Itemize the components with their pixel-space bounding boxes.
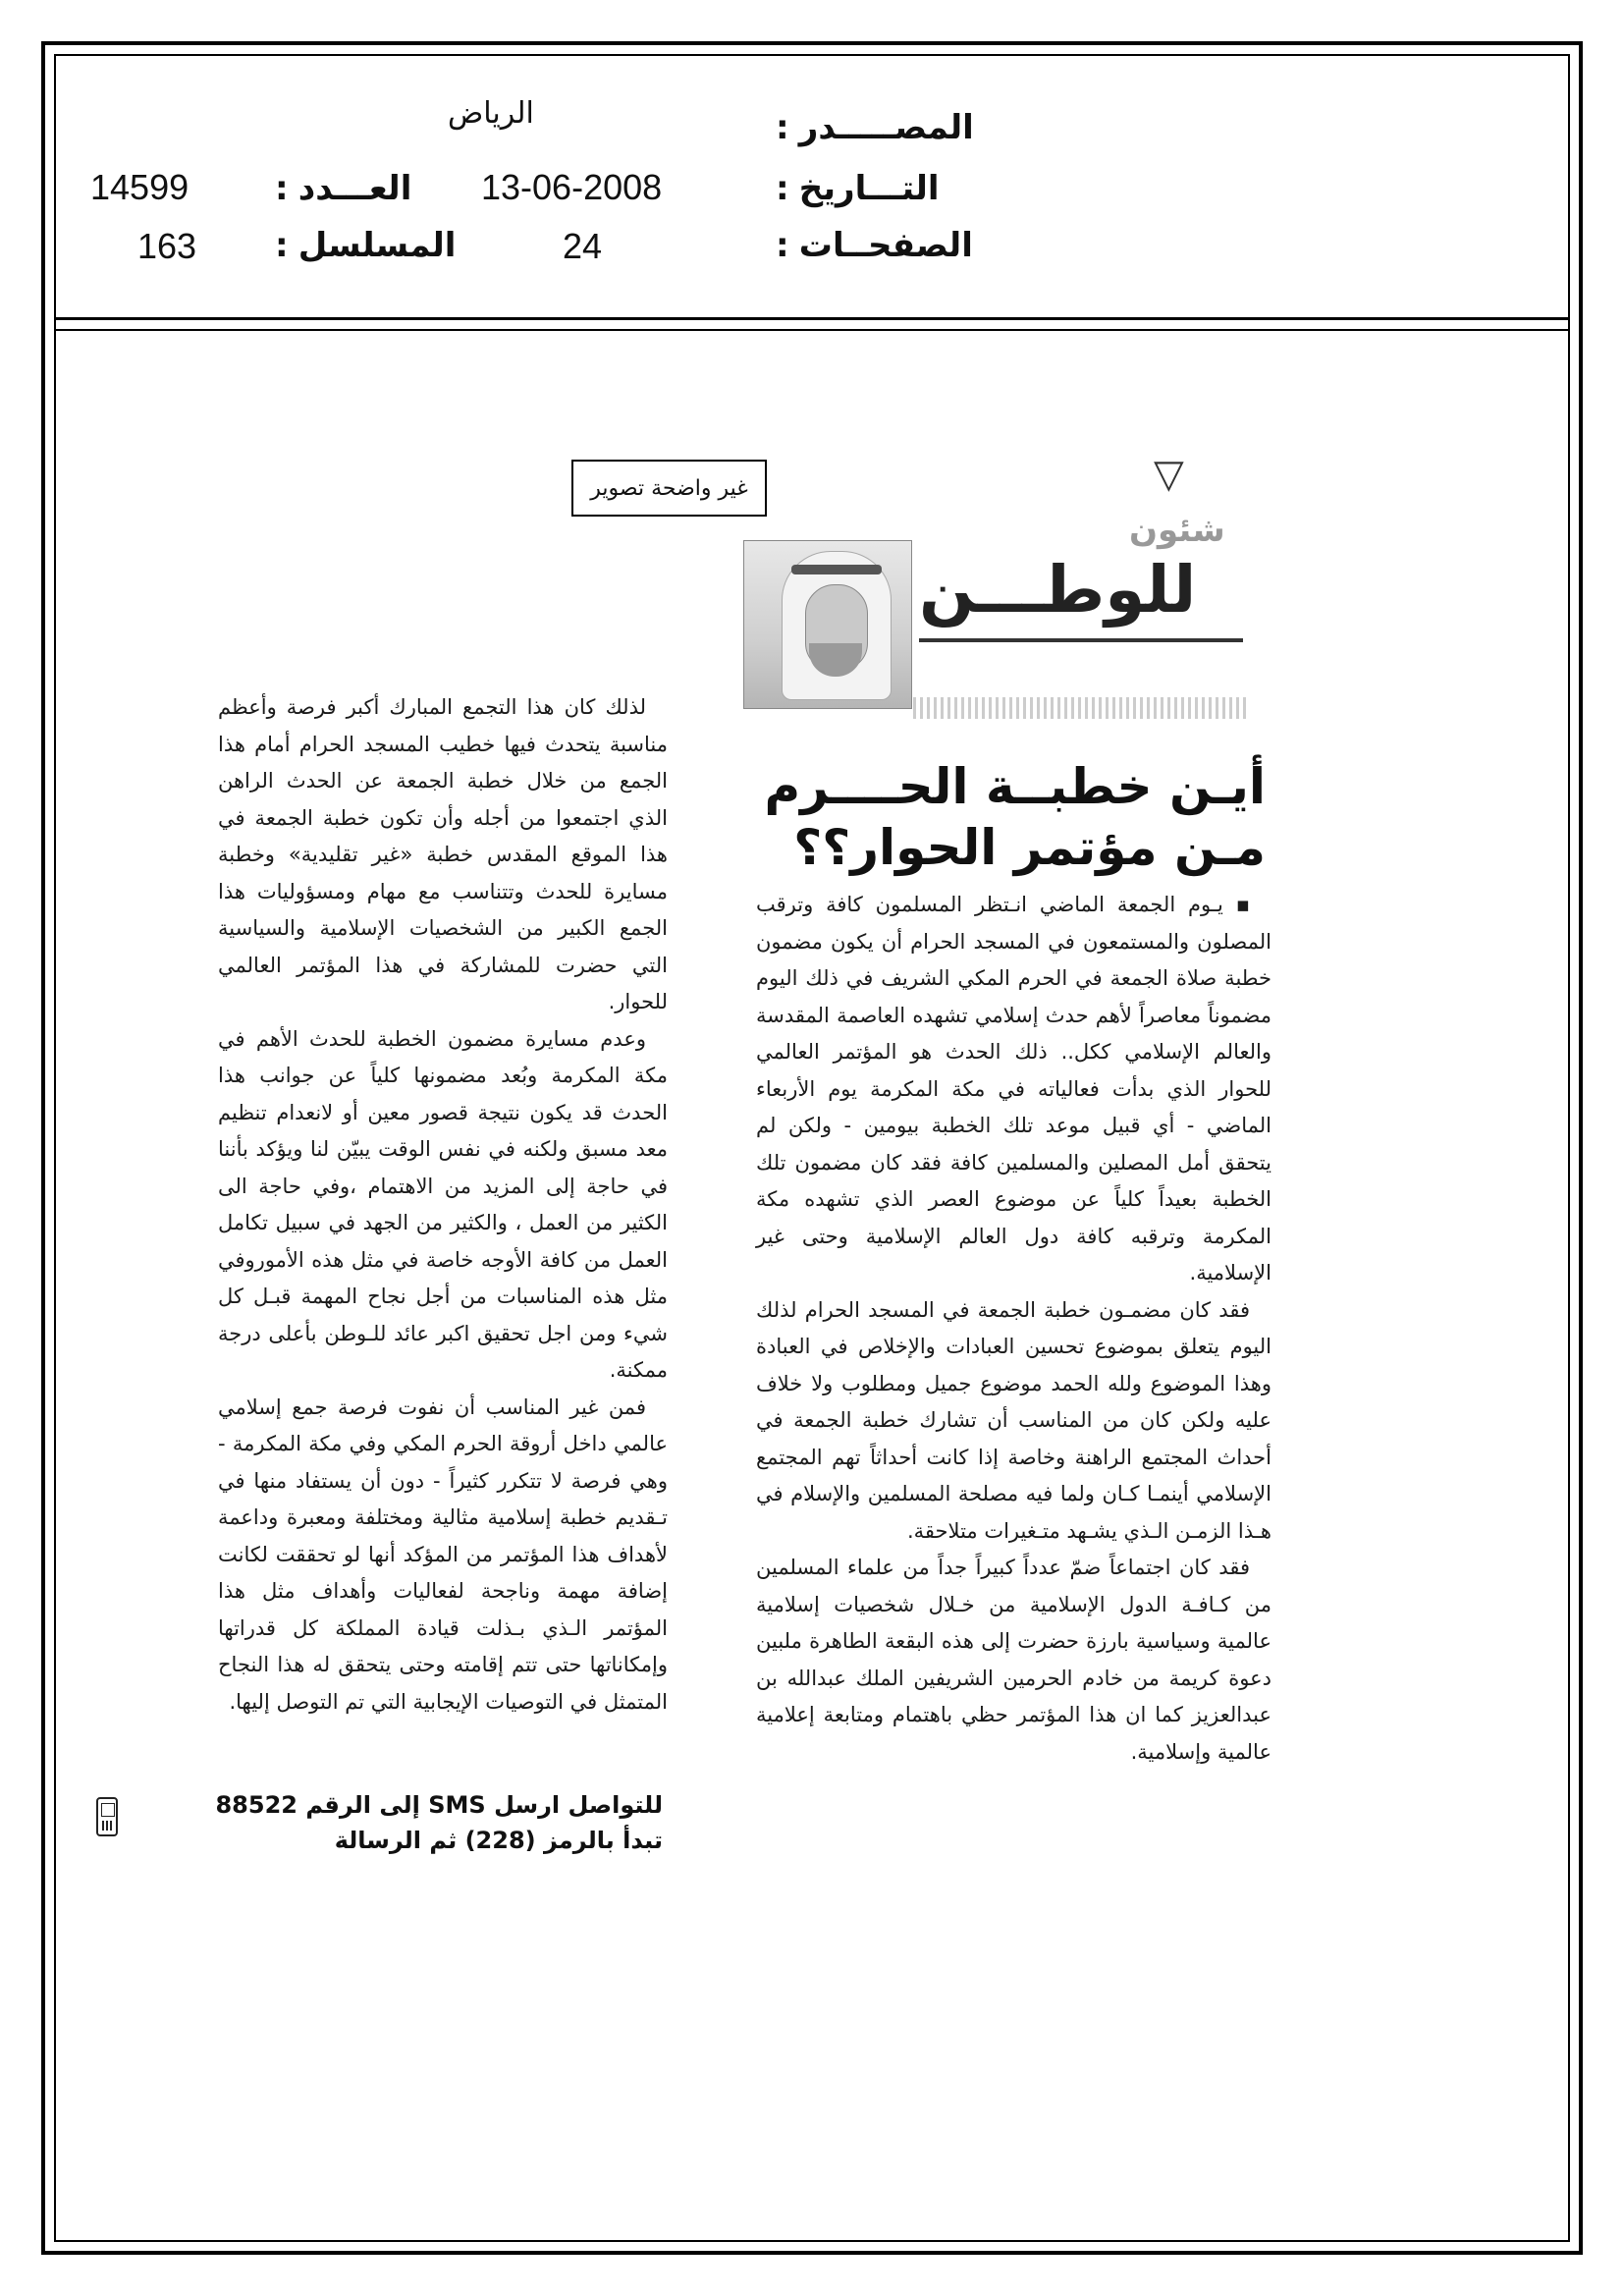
article-column-right bbox=[756, 887, 1271, 1771]
paragraph: فمن غير المناسب أن نفوت فرصة جمع إسلامي عالمي داخل أروقة الحرم المكي وفي مكة المكرمة - وهي فرصة لا تتكرر كثيراً - دون أن يستفاد منها في تـقديم خطبة إسلامية مثالية ومختلفة ومعبرة وداعمة لأهداف هذا المؤتمر من المؤكد أنها لو تحققت لكانت إضافة مهمة وناجحة لفعاليات وأهداف مثل هذا المؤتمر الـذي بـذلت قيادة المملكة كل قدراتها وإمكاناتها حتى تتم إقامته وحتى يتحقق له هذا النجاح المتمثل في التوصيات الإيجابية التي تم التوصل إليها. bbox=[218, 1394, 668, 1714]
pages-label: الصفحــات bbox=[798, 226, 973, 265]
date-value: 13-06-2008 bbox=[481, 167, 663, 207]
article-title-line1: أيـن خطبــة الحــــرم bbox=[764, 758, 1266, 815]
source-colon: : bbox=[776, 108, 789, 147]
column-kicker: شئون bbox=[1129, 511, 1225, 550]
article-column-left bbox=[218, 689, 668, 1721]
serial-colon: : bbox=[275, 226, 289, 265]
header-separator bbox=[54, 317, 1570, 320]
serial-value: 163 bbox=[137, 226, 197, 266]
issue-row bbox=[275, 169, 411, 208]
header-separator-thin bbox=[54, 329, 1570, 331]
source-row bbox=[776, 108, 974, 147]
pages-colon: : bbox=[776, 226, 789, 265]
pages-value: 24 bbox=[563, 226, 603, 266]
source-value: الرياض bbox=[448, 96, 534, 131]
article-title-line2: مـن مؤتمر الحوار؟؟ bbox=[793, 819, 1266, 876]
chevron-down-icon: ▽ bbox=[1154, 452, 1184, 497]
sms-line-2: تبدأ بالرمز (228) ثم الرسالة bbox=[334, 1827, 663, 1854]
date-label: التـــاريخ bbox=[798, 169, 940, 208]
issue-colon: : bbox=[275, 169, 289, 208]
author-portrait bbox=[743, 540, 912, 709]
issue-label: العـــدد bbox=[298, 169, 412, 208]
unclear-copy-badge: غير واضحة تصوير bbox=[571, 460, 767, 517]
portrait-agal bbox=[791, 565, 882, 574]
serial-label: المسلسل bbox=[298, 226, 457, 265]
pages-row bbox=[776, 226, 973, 265]
date-row bbox=[776, 169, 940, 208]
column-logo-underline bbox=[919, 638, 1243, 642]
mobile-phone-icon bbox=[96, 1797, 118, 1836]
column-logo: للوطـــن bbox=[919, 552, 1197, 628]
date-colon: : bbox=[776, 169, 789, 208]
sms-line-1: للتواصل ارسل SMS إلى الرقم 88522 bbox=[215, 1791, 663, 1819]
serial-row bbox=[275, 226, 456, 265]
paragraph: فقد كان اجتماعاً ضمّ عدداً كبيراً جداً من علماء المسلمين من كـافـة الدول الإسلامية من خـلال شخصيات إسلامية عالمية وسياسية بارزة حضرت إلى هذه البقعة الطاهرة ملبين دعوة كريمة من خادم الحرمين الشريفين الملك عبدالله بن عبدالعزيز كما ان هذا المؤتمر حظي باهتمام ومتابعة إعلامية عالمية وإسلامية. bbox=[756, 1556, 1271, 1764]
column-header-texture bbox=[913, 697, 1247, 719]
issue-value: 14599 bbox=[90, 167, 189, 207]
paragraph: ▪ يـوم الجمعة الماضي انـتظر المسلمون كافة وترقب المصلون والمستمعون في المسجد الحرام أن يكون مضمون خطبة صلاة الجمعة في الحرم المكي الشريف في ذلك اليوم مضموناً معاصراً لأهم حدث إسلامي تشهده العاصمة المقدسة والعالم الإسلامي ككل.. ذلك الحدث هو المؤتمر العالمي للحوار الذي بدأت فعالياته في مكة المكرمة يوم الأربعاء الماضي - أي قبيل موعد تلك الخطبة بيومين - ولكن لم يتحقق أمل المصلين والمسلمين كافة فقد كان مضمون تلك الخطبة بعيداً كلياً عن موضوع العصر الذي تشهده مكة المكرمة وترقبه كافة دول العالم الإسلامية وحتى غير الإسلامية. bbox=[756, 893, 1271, 1285]
paragraph: وعدم مسايرة مضمون الخطبة للحدث الأهم في مكة المكرمة وبُعد مضمونها كلياً عن جوانب هذا الحدث قد يكون نتيجة قصور معين أو لانعدام تنظيم معد مسبق ولكنه في نفس الوقت يبيّن لنا ويؤكد بأننا في حاجة إلى المزيد من الاهتمام ،وفي حاجة الى الكثير من العمل ، والكثير من الجهد في سبيل تكامل العمل من كافة الأوجه خاصة في مثل هذه الأموروفي مثل هذه المناسبات من أجل نجاح المهمة قبـل كل شيء ومن اجل تحقيق اكبر عائد للـوطن بأعلى درجة ممكنة. bbox=[218, 1026, 668, 1382]
paragraph: لذلك كان هذا التجمع المبارك أكبر فرصة وأعظم مناسبة يتحدث فيها خطيب المسجد الحرام أمام هذا الجمع من خلال خطبة الجمعة عن الحدث الراهن الذي اجتمعوا من أجله وأن تكون خطبة الجمعة في هذا الموقع المقدس خطبة «غير تقليدية» وخطبة مسايرة للحدث وتتناسب مع مهام ومسؤوليات هذا الجمع الكبير من الشخصيات الإسلامية والسياسية التي حضرت للمشاركة في هذا المؤتمر العالمي للحوار. bbox=[218, 695, 668, 1013]
paragraph: فقد كان مضمـون خطبة الجمعة في المسجد الحرام لذلك اليوم يتعلق بموضوع تحسين العبادات والإخلاص في العبادة وهذا الموضوع ولله الحمد موضوع جميل ومطلوب ولا خلاف عليه ولكن كان من المناسب أن تشارك خطبة الجمعة في أحداث المجتمع الراهنة وخاصة إذا كانت أحداثاً تهم المجتمع الإسلامي أينمـا كـان ولما فيه مصلحة المسلمين والإسلام في هـذا الزمـن الـذي يشـهد متـغيرات متلاحقة. bbox=[756, 1297, 1271, 1543]
source-label: المصـــــدر bbox=[798, 108, 974, 147]
sms-contact-note bbox=[128, 1787, 663, 1858]
